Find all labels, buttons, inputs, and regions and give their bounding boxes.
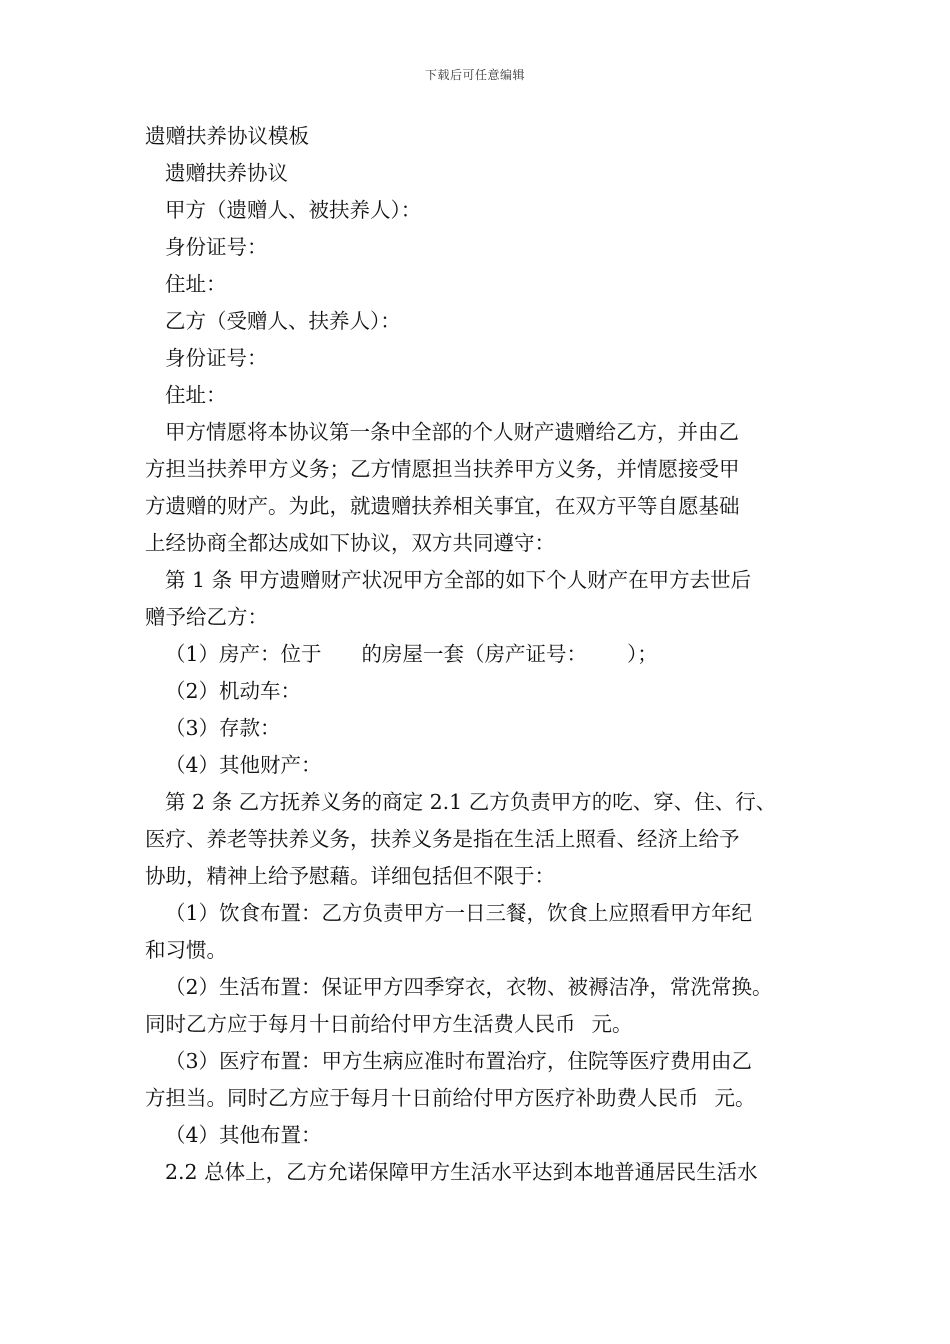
house-label: （1）房产：位于 [165, 642, 322, 666]
article-2-item-food: （1）饮食布置：乙方负责甲方一日三餐，饮食上应照看甲方年纪 [165, 901, 753, 925]
article-1-line: 赠予给乙方： [145, 605, 268, 629]
medical-allowance-unit: 元。 [714, 1086, 756, 1110]
article-2-line: 医疗、养老等扶养义务，扶养义务是指在生活上照看、经济上给予 [145, 827, 740, 851]
intro-line: 上经协商全都达成如下协议，双方共同遵守： [145, 531, 555, 555]
party-b-id-label: 身份证号： [165, 346, 268, 370]
article-2-line: 协助，精神上给予慰藉。详细包括但不限于： [145, 864, 555, 888]
article-2-item-living: （2）生活布置：保证甲方四季穿衣，衣物、被褥洁净，常洗常换。 [165, 975, 773, 999]
party-a-address-label: 住址： [165, 272, 227, 296]
article-2-clause-2: 2.2 总体上，乙方允诺保障甲方生活水平达到本地普通居民生活水 [165, 1160, 758, 1184]
living-allowance-text: 同时乙方应于每月十日前给付甲方生活费人民币 [145, 1012, 576, 1036]
article-1-line: 第 1 条 甲方遗赠财产状况甲方全部的如下个人财产在甲方去世后 [165, 568, 752, 592]
article-2-item-living [145, 1006, 810, 1043]
party-b-address-label: 住址： [165, 383, 227, 407]
document-body [145, 118, 810, 1191]
medical-allowance-text: 方担当。同时乙方应于每月十日前给付甲方医疗补助费人民币 [145, 1086, 699, 1110]
article-2-item-medical [145, 1080, 810, 1117]
house-desc: 的房屋一套（房产证号： [361, 642, 588, 666]
party-a-id-label: 身份证号： [165, 235, 268, 259]
party-a-label: 甲方（遗赠人、被扶养人）： [165, 198, 422, 222]
agreement-heading: 遗赠扶养协议 [165, 161, 288, 185]
article-1-item-house [145, 636, 810, 673]
page-header: 下载后可任意编辑 [424, 68, 525, 82]
intro-line: 方担当扶养甲方义务；乙方情愿担当扶养甲方义务，并情愿接受甲 [145, 457, 740, 481]
intro-line: 方遗赠的财产。为此，就遗赠扶养相关事宜，在双方平等自愿基础 [145, 494, 740, 518]
document-title: 遗赠扶养协议模板 [145, 124, 309, 148]
article-2-item-food: 和习惯。 [145, 938, 227, 962]
article-2-line: 第 2 条 乙方抚养义务的商定 2.1 乙方负责甲方的吃、穿、住、行、 [165, 790, 777, 814]
article-1-item-vehicle: （2）机动车： [165, 679, 302, 703]
intro-line: 甲方情愿将本协议第一条中全部的个人财产遗赠给乙方，并由乙 [165, 420, 739, 444]
house-close: ）； [627, 642, 658, 666]
article-2-item-other: （4）其他布置： [165, 1123, 322, 1147]
article-2-item-medical: （3）医疗布置：甲方生病应准时布置治疗，住院等医疗费用由乙 [165, 1049, 753, 1073]
living-allowance-unit: 元。 [591, 1012, 633, 1036]
article-1-item-deposit: （3）存款： [165, 716, 281, 740]
party-b-label: 乙方（受赠人、扶养人）： [165, 309, 401, 333]
article-1-item-other: （4）其他财产： [165, 753, 322, 777]
